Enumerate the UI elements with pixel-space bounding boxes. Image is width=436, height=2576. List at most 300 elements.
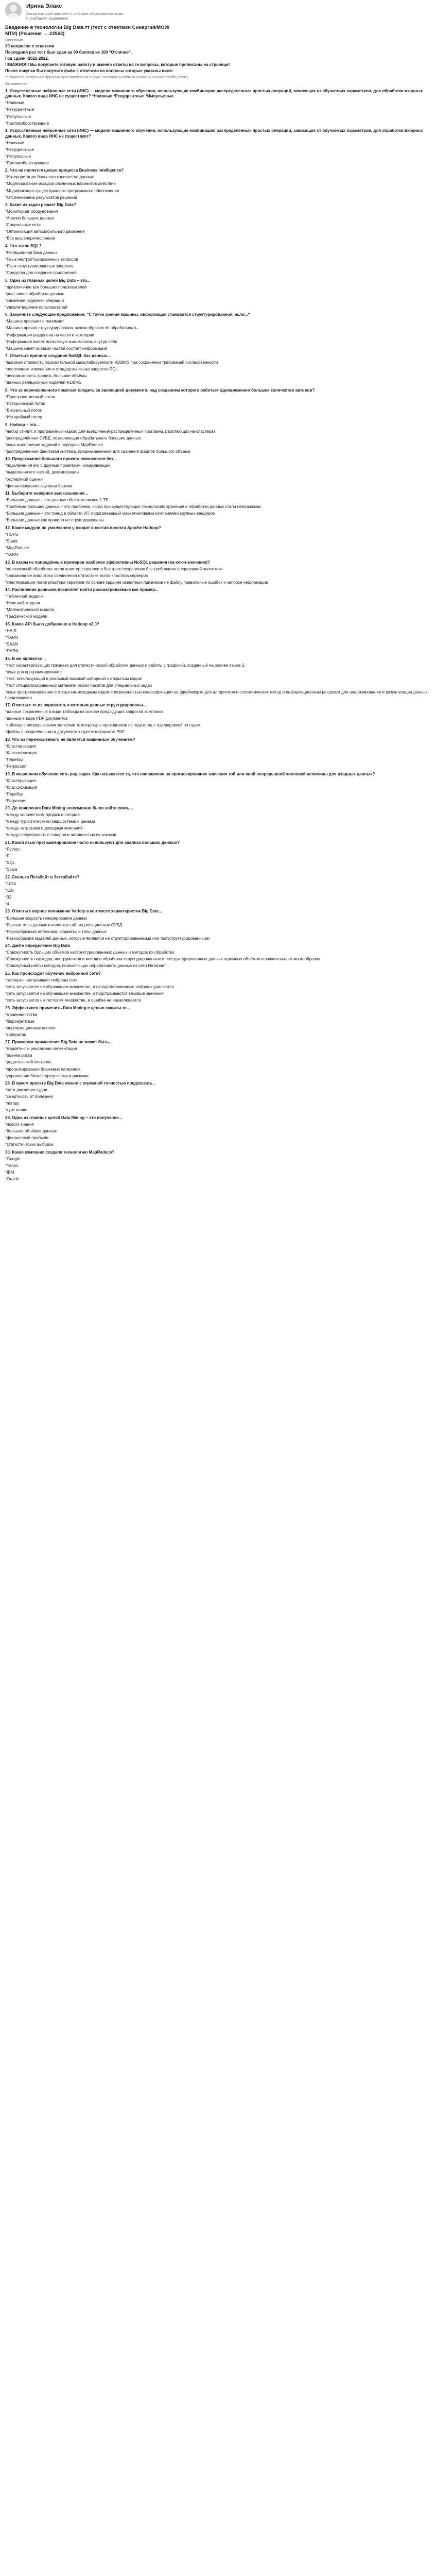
option-text: статистических выборок	[7, 1142, 54, 1147]
answer-option	[5, 1122, 431, 1128]
option-text: Регрессия	[7, 764, 27, 769]
option-text: подключения его с другими проектами, коммуникации	[7, 463, 111, 468]
author-info	[26, 2, 124, 21]
option-bullet-icon: *	[5, 1088, 7, 1093]
answer-option	[5, 114, 431, 120]
option-bullet-icon: *	[5, 580, 7, 585]
option-bullet-icon: *	[5, 1122, 7, 1127]
answer-option	[5, 985, 431, 990]
option-bullet-icon: *	[5, 998, 7, 1003]
description-label: Описание	[5, 38, 23, 43]
answer-option	[5, 812, 431, 818]
answer-option	[5, 594, 431, 600]
answer-option	[5, 1032, 431, 1038]
option-text: Совокупность подходов, инструментов и методов обработки структурированных и неструктурированных данных огромных объёмов и значительного многообразия	[7, 957, 320, 962]
question-text: 8. Что за перечисленного помогает следить за эволюцией документа, над созданием которого работает одновременно большое количество авторов?	[5, 387, 315, 393]
option-bullet-icon: *	[5, 498, 7, 503]
option-text: Совокупность больших объёмов неструктурированных данных и методов их обработки	[7, 950, 175, 955]
option-bullet-icon: *	[5, 730, 7, 735]
option-bullet-icon: *	[5, 339, 7, 344]
question-text: 13. В каком из приведённых примеров наиболее эффективны NoSQL решения (на ключ-значение)?	[5, 560, 210, 565]
option-text: больших объёмов данных	[7, 1128, 57, 1133]
intro-block	[5, 44, 431, 74]
option-text: Spark	[7, 538, 18, 544]
option-bullet-icon: *	[5, 826, 7, 831]
option-text: сеть запускается на тестовом множестве, и ошибка не накапливается	[7, 998, 141, 1003]
document-title: Введение в технологии Big Data.тт (тест с ответами Синергия/МОИ/ МТИ) (Решение → 23563)	[5, 25, 169, 37]
question-text: 7. Отметьте причину создания NoSQL баз данных...	[5, 353, 111, 359]
option-text: Рекуррентные	[7, 147, 34, 152]
question-block	[5, 353, 431, 386]
answer-option	[5, 415, 431, 420]
question-text: 24. Дайте определение Big Data	[5, 943, 70, 948]
answer-option	[5, 518, 431, 523]
option-text: управление бизнес-процессами и рисками	[7, 1073, 89, 1078]
option-text: Математической модели	[7, 607, 55, 613]
answer-option	[5, 1157, 431, 1162]
answer-option	[5, 326, 431, 331]
answer-option	[5, 978, 431, 984]
option-bullet-icon: *	[5, 160, 7, 165]
option-text: Scala	[7, 867, 18, 872]
answer-option	[5, 250, 431, 256]
intro-line: 30 вопросов с ответами	[5, 43, 55, 48]
option-bullet-icon: *	[5, 532, 7, 537]
option-text: Разнообразие моделей данных, которые являются не структурированными или полуструктурированными	[7, 936, 210, 941]
option-bullet-icon: *	[5, 367, 7, 372]
option-text: нового знания	[7, 1122, 34, 1127]
option-text: родительский контроль	[7, 1060, 51, 1065]
option-bullet-icon: *	[5, 291, 7, 296]
option-text: Моделирование исходов различных вариантов действий	[7, 181, 116, 187]
answer-option	[5, 1108, 431, 1113]
option-bullet-icon: *	[5, 216, 7, 221]
option-text: Анализ больших данных	[7, 216, 54, 221]
answer-option	[5, 257, 431, 263]
answer-option	[5, 209, 431, 215]
option-text: SQL	[7, 860, 15, 866]
option-bullet-icon: *	[5, 114, 7, 119]
question-block	[5, 202, 431, 242]
question-text: 16. В же являются...	[5, 656, 46, 661]
option-text: Средства для создания приложений	[7, 270, 77, 276]
question-text: 20. До появления Data Mining невозможно было найти связь...	[5, 806, 133, 811]
option-bullet-icon: *	[5, 415, 7, 420]
purchase-note: ***(Купить вопросы с другими предлагаемым случай тестов онлайн пишите в личные сообщения )	[5, 75, 188, 80]
answer-option	[5, 511, 431, 517]
option-bullet-icon: *	[5, 594, 7, 599]
answer-option	[5, 785, 431, 791]
option-bullet-icon: *	[5, 957, 7, 962]
option-bullet-icon: *	[5, 750, 7, 755]
answer-option	[5, 532, 431, 538]
option-bullet-icon: *	[5, 716, 7, 721]
option-bullet-icon: *	[5, 435, 7, 440]
option-bullet-icon: *	[5, 922, 7, 927]
option-text: сеть запускается на обучающем множестве, и незадействованные нейроны удаляются	[7, 984, 174, 989]
option-bullet-icon: *	[5, 601, 7, 606]
question-block	[5, 422, 431, 455]
option-bullet-icon: *	[5, 477, 7, 482]
answer-option	[5, 580, 431, 586]
question-block	[5, 656, 431, 701]
option-bullet-icon: *	[5, 791, 7, 796]
answer-option	[5, 1129, 431, 1134]
intro-line: Последний раз тест был сдан на 90 баллов из 100 "Отлично".	[5, 49, 132, 55]
answer-option	[5, 902, 431, 907]
option-text: тест характеризующих признаки для статистической обработки данных и работы с графикой, созданный на основе языка S	[7, 663, 245, 668]
option-text: между популярностью товаров и активностью их заказов	[7, 833, 116, 838]
option-bullet-icon: *	[5, 552, 7, 557]
option-bullet-icon: *	[5, 332, 7, 337]
question-text: 25. Как происходит обучение нейронной сети?	[5, 971, 101, 976]
answer-option	[5, 751, 431, 756]
answer-option	[5, 504, 431, 510]
option-text: IBM	[7, 1170, 14, 1175]
option-text: курс валют	[7, 1108, 28, 1113]
option-text: Информация имеет логическую взаимосвязь внутри себя	[7, 339, 117, 344]
answer-option	[5, 229, 431, 235]
author-bio: Автор который поможет с любыми образовательными и учебными заданиями	[26, 11, 124, 21]
answer-option	[5, 463, 431, 469]
answer-option	[5, 539, 431, 545]
option-text: Табличной модели	[7, 594, 43, 599]
option-text: YARN	[7, 635, 18, 640]
option-text: Классификация	[7, 750, 37, 755]
option-bullet-icon: *	[5, 463, 7, 468]
option-bullet-icon: *	[5, 573, 7, 578]
option-text: выделения его частей, декомпозиции	[7, 470, 79, 475]
answer-option	[5, 395, 431, 400]
option-text: Противоборствующие	[7, 160, 49, 165]
question-block	[5, 806, 431, 838]
question-block	[5, 943, 431, 969]
option-bullet-icon: *	[5, 984, 7, 989]
option-bullet-icon: *	[5, 977, 7, 982]
question-text: 11. Выберите неверное высказывание...	[5, 491, 88, 496]
answer-option	[5, 374, 431, 379]
option-bullet-icon: *	[5, 429, 7, 434]
answer-option	[5, 792, 431, 798]
answer-option	[5, 1094, 431, 1100]
option-bullet-icon: *	[5, 854, 7, 859]
answer-option	[5, 292, 431, 297]
question-text: 6. Закончите следующее предложение: "С точки зрения машины, информация становится структурированной, если..."	[5, 312, 250, 317]
option-bullet-icon: *	[5, 518, 7, 523]
option-bullet-icon: *	[5, 1073, 7, 1078]
option-text: язык программирования с открытым исходным кодом с возможностью классификации на фреймворки для алгоритмов и статистических метод и информационным ресурсом для анализирования и визуализации данных предназначен	[5, 689, 428, 700]
option-bullet-icon: *	[5, 798, 7, 803]
intro-line: Год сдачи -2021-2022.	[5, 56, 49, 61]
question-block	[5, 456, 431, 489]
answer-option	[5, 429, 431, 435]
question-text: 26. Эффективен применить Data Mining с целью защиты от...	[5, 1005, 130, 1010]
option-text: HAIR	[7, 629, 17, 634]
question-block	[5, 971, 431, 1004]
option-bullet-icon: *	[5, 847, 7, 852]
question-block	[5, 622, 431, 654]
answer-option	[5, 1060, 431, 1065]
answer-option	[5, 567, 431, 572]
answer-option	[5, 408, 431, 414]
option-text: Язык структурированных запросов	[7, 264, 74, 269]
question-text: 10. Предсказание большого проекта невозможен без...	[5, 456, 117, 462]
answer-option	[5, 723, 431, 728]
option-bullet-icon: *	[5, 629, 7, 634]
answer-option	[5, 333, 431, 338]
option-bullet-icon: *	[5, 812, 7, 818]
answer-option	[5, 1046, 431, 1052]
question-block	[5, 89, 431, 126]
option-text: Историйный поток	[7, 415, 42, 420]
option-text: Разные типы данных в колонках таблиц реляционных СУБД	[7, 922, 123, 927]
answer-option	[5, 1026, 431, 1031]
option-bullet-icon: *	[5, 1128, 7, 1133]
option-text: эксперты настраивают нейроны сети	[7, 977, 78, 982]
option-bullet-icon: *	[5, 1032, 7, 1037]
option-text: бюрократизма	[7, 1019, 34, 1024]
option-bullet-icon: *	[5, 181, 7, 187]
option-bullet-icon: *	[5, 360, 7, 365]
answer-option	[5, 346, 431, 352]
option-text: язык выполнения заданий и передачи MapReduce	[7, 442, 103, 447]
question-text: 29. Одна из главных целей Data Mining – это получение...	[5, 1115, 123, 1120]
answer-option	[5, 1170, 431, 1176]
option-bullet-icon: *	[5, 833, 7, 838]
option-bullet-icon: *	[5, 566, 7, 571]
option-bullet-icon: *	[5, 916, 7, 921]
question-text: 3. Какие из задач решает Big Data?	[5, 202, 76, 208]
option-text: оценка риска	[7, 1053, 32, 1058]
answer-option	[5, 270, 431, 276]
option-bullet-icon: *	[5, 867, 7, 872]
option-text: Классификация	[7, 785, 37, 790]
answer-option	[5, 1163, 431, 1169]
answer-option	[5, 923, 431, 928]
avatar[interactable]	[5, 2, 22, 19]
option-bullet-icon: *	[5, 929, 7, 934]
answer-option	[5, 141, 431, 146]
question-text: 30. Какая компания создала технологию MapReduce?	[5, 1149, 115, 1155]
option-text: Машина прочно структурированна, каким образом её обрабатывать	[7, 326, 137, 331]
answer-option	[5, 683, 431, 689]
answer-option	[5, 436, 431, 442]
question-text: 9. Hadoop – это...	[5, 422, 40, 427]
question-text: 2. Что не является целью процесса Business Intelligence?	[5, 168, 124, 173]
option-bullet-icon: *	[5, 723, 7, 728]
document-content	[0, 25, 436, 1182]
option-bullet-icon: *	[5, 676, 7, 681]
question-text: 4. Что такое SQL?	[5, 243, 42, 248]
option-text: Модификация существующего программного обеспечения	[7, 188, 119, 193]
option-bullet-icon: *	[5, 1142, 7, 1147]
option-text: YARN	[7, 552, 18, 557]
avatar-shoulders-shape	[7, 13, 20, 19]
option-text: тест, использующий в реальный высокий наборный с открытым кодом	[7, 676, 142, 681]
answer-option	[5, 573, 431, 579]
answer-option	[5, 730, 431, 735]
option-bullet-icon: *	[5, 1170, 7, 1175]
option-bullet-icon: *	[5, 1066, 7, 1072]
answer-option	[5, 998, 431, 1004]
option-text: между туристическими маршрутами и ценами	[7, 819, 95, 824]
option-bullet-icon: *	[5, 1108, 7, 1113]
answer-option	[5, 498, 431, 503]
option-bullet-icon: *	[5, 778, 7, 783]
option-text: Разнообразные источники, форматы и типы данных	[7, 929, 107, 934]
answer-option	[5, 305, 431, 311]
option-text: HDFS	[7, 532, 18, 537]
option-text: Google	[7, 1156, 20, 1161]
answer-option	[5, 264, 431, 269]
option-text: Реляционная база данных	[7, 250, 58, 255]
option-text: Yahoo	[7, 1163, 19, 1168]
question-block	[5, 737, 431, 770]
option-text: распределённая файловая система, предназначенная для хранения файлов большого объёма	[7, 449, 190, 454]
option-text: SAAN	[7, 642, 18, 647]
option-bullet-icon: *	[5, 298, 7, 303]
option-text: между количеством продаж и погодой	[7, 812, 80, 818]
option-bullet-icon: *	[5, 669, 7, 674]
option-text: Python	[7, 847, 20, 852]
question-text: 27. Примером применения Big Data не может быть...	[5, 1040, 113, 1045]
option-bullet-icon: *	[5, 764, 7, 769]
answer-option	[5, 285, 431, 291]
option-text: Информация разделена на части и категории	[7, 332, 94, 337]
question-block	[5, 312, 431, 351]
option-bullet-icon: *	[5, 663, 7, 668]
option-bullet-icon: *	[5, 107, 7, 112]
answer-option	[5, 1067, 431, 1073]
answer-option	[5, 690, 431, 701]
option-bullet-icon: *	[5, 326, 7, 331]
option-bullet-icon: *	[5, 683, 7, 688]
question-block	[5, 278, 431, 311]
option-text: рост числа обработки данных	[7, 291, 64, 296]
author-header	[0, 2, 436, 24]
option-text: 4	[7, 901, 9, 906]
option-bullet-icon: *	[5, 284, 7, 290]
option-bullet-icon: *	[5, 264, 7, 269]
option-text: Наивные	[7, 140, 24, 145]
page	[0, 0, 436, 1191]
answer-option	[5, 950, 431, 956]
option-text: финансирования крупным банком	[7, 483, 72, 488]
question-block	[5, 388, 431, 420]
answer-option	[5, 181, 431, 187]
option-text: Социальные сети	[7, 223, 41, 228]
answer-option	[5, 470, 431, 476]
option-text: запоминание аналитики соединения статистики логов кластера серверов	[7, 573, 148, 578]
option-bullet-icon: *	[5, 100, 7, 106]
answer-option	[5, 477, 431, 483]
answer-option	[5, 819, 431, 825]
answer-option	[5, 1088, 431, 1093]
option-text: Перебор	[7, 757, 24, 762]
option-text: MapReduce	[7, 545, 29, 550]
option-text: сеть запускается на обучающем множестве, и подстраиваются весовые значения	[7, 991, 164, 996]
question-text: 1. Искусственные нейронные сети (ИНС) — модели машинного обучения, использующие комбинацию распределенных простых операций, зависящих от обучаемых параметров, для обработки входных данных. Какого вида ИНС не существует? *Наивные *Рекуррентные *Импульсные	[5, 88, 423, 99]
intro-line: !!!ВАЖНО!!! Вы покупаете готовую работу и именно ответы на те вопросы, которые прописаны на странице!	[5, 62, 230, 67]
answer-option	[5, 847, 431, 853]
answer-option	[5, 380, 431, 386]
answer-option	[5, 860, 431, 866]
question-block	[5, 703, 431, 735]
option-text: Импульсные	[7, 114, 31, 119]
question-text: 12. Какие модули по умолчанию у входит в состав проекта Apache Hadoop?	[5, 525, 161, 530]
question-text: 19. В машинном обучении есть ряд задач. Как называется та, что направлена на прогнозирование значения той или иной непрерывной числовой величины для входных данных?	[5, 771, 375, 776]
option-bullet-icon: *	[5, 1053, 7, 1058]
answer-option	[5, 649, 431, 654]
answer-option	[5, 833, 431, 838]
question-block	[5, 1040, 431, 1079]
answer-option	[5, 401, 431, 407]
option-bullet-icon: *	[5, 538, 7, 544]
option-bullet-icon: *	[5, 504, 7, 510]
option-text: привлечение все больших пользователей	[7, 284, 87, 290]
option-bullet-icon: *	[5, 860, 7, 866]
question-text: 17. Отметьте то из вариантов, к которым данные структурированы...	[5, 703, 147, 708]
option-text: погоду	[7, 1101, 20, 1106]
option-bullet-icon: *	[5, 470, 7, 475]
option-text: высокая стоимость горизонтальной масштабируемости RDBMS при сохранении требований согласованности	[7, 360, 218, 365]
answer-option	[5, 223, 431, 228]
answer-option	[5, 854, 431, 859]
answer-option	[5, 867, 431, 873]
option-bullet-icon: *	[5, 649, 7, 654]
answer-option	[5, 670, 431, 675]
option-bullet-icon: *	[5, 635, 7, 640]
option-bullet-icon: *	[5, 449, 7, 454]
option-bullet-icon: *	[5, 483, 7, 488]
option-bullet-icon: *	[5, 757, 7, 762]
option-text: Импульсные	[7, 154, 31, 159]
option-bullet-icon: *	[5, 250, 7, 255]
question-text: 28. В ярком проекте Big Data можно с огромной точностью предсказать...	[5, 1081, 156, 1086]
option-bullet-icon: *	[5, 743, 7, 749]
question-block	[5, 560, 431, 586]
answer-option	[5, 1142, 431, 1148]
option-bullet-icon: *	[5, 1163, 7, 1168]
option-text: между затратами и доходами компаний	[7, 826, 83, 831]
option-text: мошенничества	[7, 1012, 38, 1017]
author-name[interactable]: Ирина Элакс	[26, 3, 62, 9]
question-text: 22. Сколько Петабайт в Зеттабайте?	[5, 874, 79, 879]
answer-option	[5, 298, 431, 304]
answer-option	[5, 957, 431, 962]
option-bullet-icon: *	[5, 1012, 7, 1017]
answer-option	[5, 799, 431, 804]
question-list	[5, 89, 431, 1182]
option-text: Интерпретация большого количества данных	[7, 175, 94, 180]
option-bullet-icon: *	[5, 270, 7, 276]
option-bullet-icon: *	[5, 188, 7, 193]
answer-option	[5, 443, 431, 448]
option-bullet-icon: *	[5, 1156, 7, 1161]
option-bullet-icon: *	[5, 950, 7, 955]
option-bullet-icon: *	[5, 1094, 7, 1099]
option-text: Большие данные – это данные объёмом свыше 1 ТБ	[7, 498, 109, 503]
answer-option	[5, 121, 431, 127]
option-text: Машина признает и понимает	[7, 319, 64, 324]
answer-option	[5, 367, 431, 372]
answer-option	[5, 552, 431, 558]
option-text: прогнозирование биржевых котировок	[7, 1066, 80, 1072]
question-block	[5, 491, 431, 523]
option-text: Oracle	[7, 1176, 19, 1181]
option-text: Нечеткой модели	[7, 601, 40, 606]
option-text: долговечный обработка логов кластер серверов и быстрого сохранения без требования оперативной аналитики	[7, 566, 223, 571]
